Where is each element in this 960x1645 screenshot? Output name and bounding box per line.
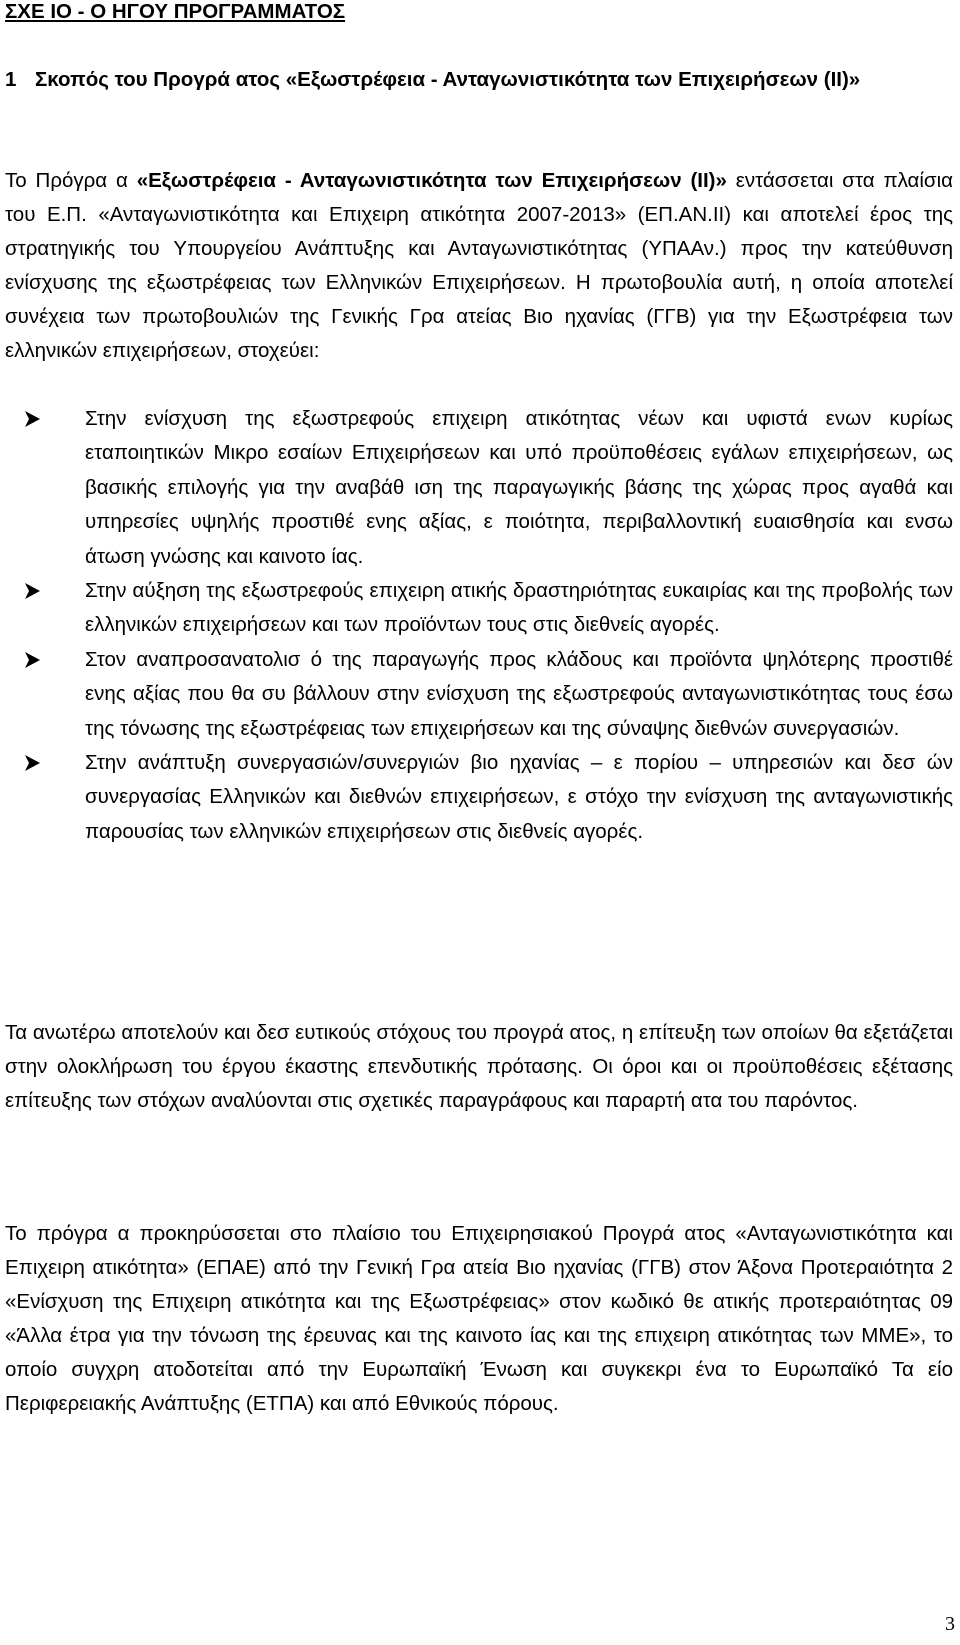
arrowhead-bullet-icon	[5, 402, 85, 574]
list-item	[5, 746, 953, 849]
list-item	[5, 402, 953, 574]
bullet-text: Στην ενίσχυση της εξωστρεφούς επιχειρη ατικότητας νέων και υφιστά ενων κυρίως εταποιητικών Μικρο εσαίων Επιχειρήσεων και υπό προϋποθέσεις εγάλων επιχειρήσεων, ως βασικής επιλογής για την αναβάθ ιση της παραγωγικής βάσης της χώρας προς αγαθά και υπηρεσίες υψηλής προστιθέ ενης αξίας, ε ποιότητα, περιβαλλοντική ευαισθησία και ενσω άτωση γνώσης και καινοτο ίας.	[85, 407, 953, 568]
list-item	[5, 574, 953, 643]
intro-lead: Το Πρόγρα α	[5, 169, 137, 192]
page-number: 3	[945, 1613, 955, 1635]
section-heading-text: Σκοπός του Προγρά ατος «Εξωστρέφεια - Ανταγωνιστικότητα των Επιχειρήσεων (ΙΙ)»	[35, 68, 861, 91]
document-title: ΣΧΕ ΙΟ - Ο ΗΓΟΥ ΠΡΟΓΡΑΜΜΑΤΟΣ	[5, 0, 346, 23]
intro-rest: εντάσσεται στα πλαίσια του Ε.Π. «Ανταγωνιστικότητα και Επιχειρη ατικότητα 2007-2013» (ΕΠ.ΑΝ.ΙΙ) και αποτελεί έρος της στρατηγικής του Υπουργείου Ανάπτυξης και Ανταγωνιστικότητας (ΥΠΑΑν.) προς την κατεύθυνση ενίσχυσης της εξωστρέφειας των Ελληνικών Επιχειρήσεων. Η πρωτοβουλία αυτή, η οποία αποτελεί συνέχεια των πρωτοβουλιών της Γενικής Γρα ατείας Βιο ηχανίας (ΓΓΒ) για την Εξωστρέφεια των ελληνικών επιχειρήσεων, στοχεύει:	[5, 169, 953, 362]
bullet-text: Στον αναπροσανατολισ ό της παραγωγής προς κλάδους και προϊόντα ψηλότερης προστιθέ ενης αξίας που θα συ βάλλουν στην ενίσχυση της εξωστρεφούς ανταγωνιστικότητας τους έσω της τόνωσης της εξωστρέφειας των επιχειρήσεων και της σύναψης διεθνών συνεργασιών.	[85, 647, 953, 740]
arrowhead-bullet-icon	[5, 643, 85, 746]
arrowhead-bullet-icon	[5, 574, 85, 643]
list-item	[5, 643, 953, 746]
objectives-paragraph: Τα ανωτέρω αποτελούν και δεσ ευτικούς στόχους του προγρά ατος, η επίτευξη των οποίων θα εξετάζεται στην ολοκλήρωση του έργου έκαστης επενδυτικής πρότασης. Οι όροι και οι προϋποθέσεις εξέτασης επίτευξης των στόχων αναλύονται στις σχετικές παραγράφους και παραρτή ατα του παρόντος.	[5, 1021, 953, 1112]
bullet-text: Στην ανάπτυξη συνεργασιών/συνεργιών βιο ηχανίας – ε πορίου – υπηρεσιών και δεσ ών συνεργασίας Ελληνικών και διεθνών επιχειρήσεων, ε στόχο την ενίσχυση της ανταγωνιστικής παρουσίας των ελληνικών επιχειρήσεων στις διεθνείς αγορές.	[85, 751, 953, 843]
program-name: «Εξωστρέφεια - Ανταγωνιστικότητα των Επιχειρήσεων (ΙΙ)»	[136, 169, 727, 192]
objectives-list	[5, 402, 953, 849]
intro-paragraph	[5, 164, 953, 368]
section-number: 1	[5, 68, 17, 91]
bullet-text: Στην αύξηση της εξωστρεφούς επιχειρη ατικής δραστηριότητας ευκαιρίας και της προβολής των ελληνικών επιχειρήσεων και των προϊόντων τους στις διεθνείς αγορές.	[85, 579, 953, 637]
program-paragraph: Το πρόγρα α προκηρύσσεται στο πλαίσιο του Επιχειρησιακού Προγρά ατος «Ανταγωνιστικότητα και Επιχειρη ατικότητα» (ΕΠΑΕ) από την Γενική Γρα ατεία Βιο ηχανίας (ΓΓΒ) στον Άξονα Προτεραιότητα 2 «Ενίσχυση της Επιχειρη ατικότητα και της Εξωστρέφειας» στον κωδικό θε ατικής προτεραιότητας 09 «Άλλα έτρα για την τόνωση της έρευνας και της καινοτο ίας και της επιχειρη ατικότητας των ΜΜΕ», το οποίο συγχρη ατοδοτείται από την Ευρωπαϊκή Ένωση και συγκεκρι ένα το Ευρωπαϊκό Τα είο Περιφερειακής Ανάπτυξης (ΕΤΠΑ) και από Εθνικούς πόρους.	[5, 1222, 953, 1415]
arrowhead-bullet-icon	[5, 746, 85, 849]
section-heading	[5, 63, 952, 97]
